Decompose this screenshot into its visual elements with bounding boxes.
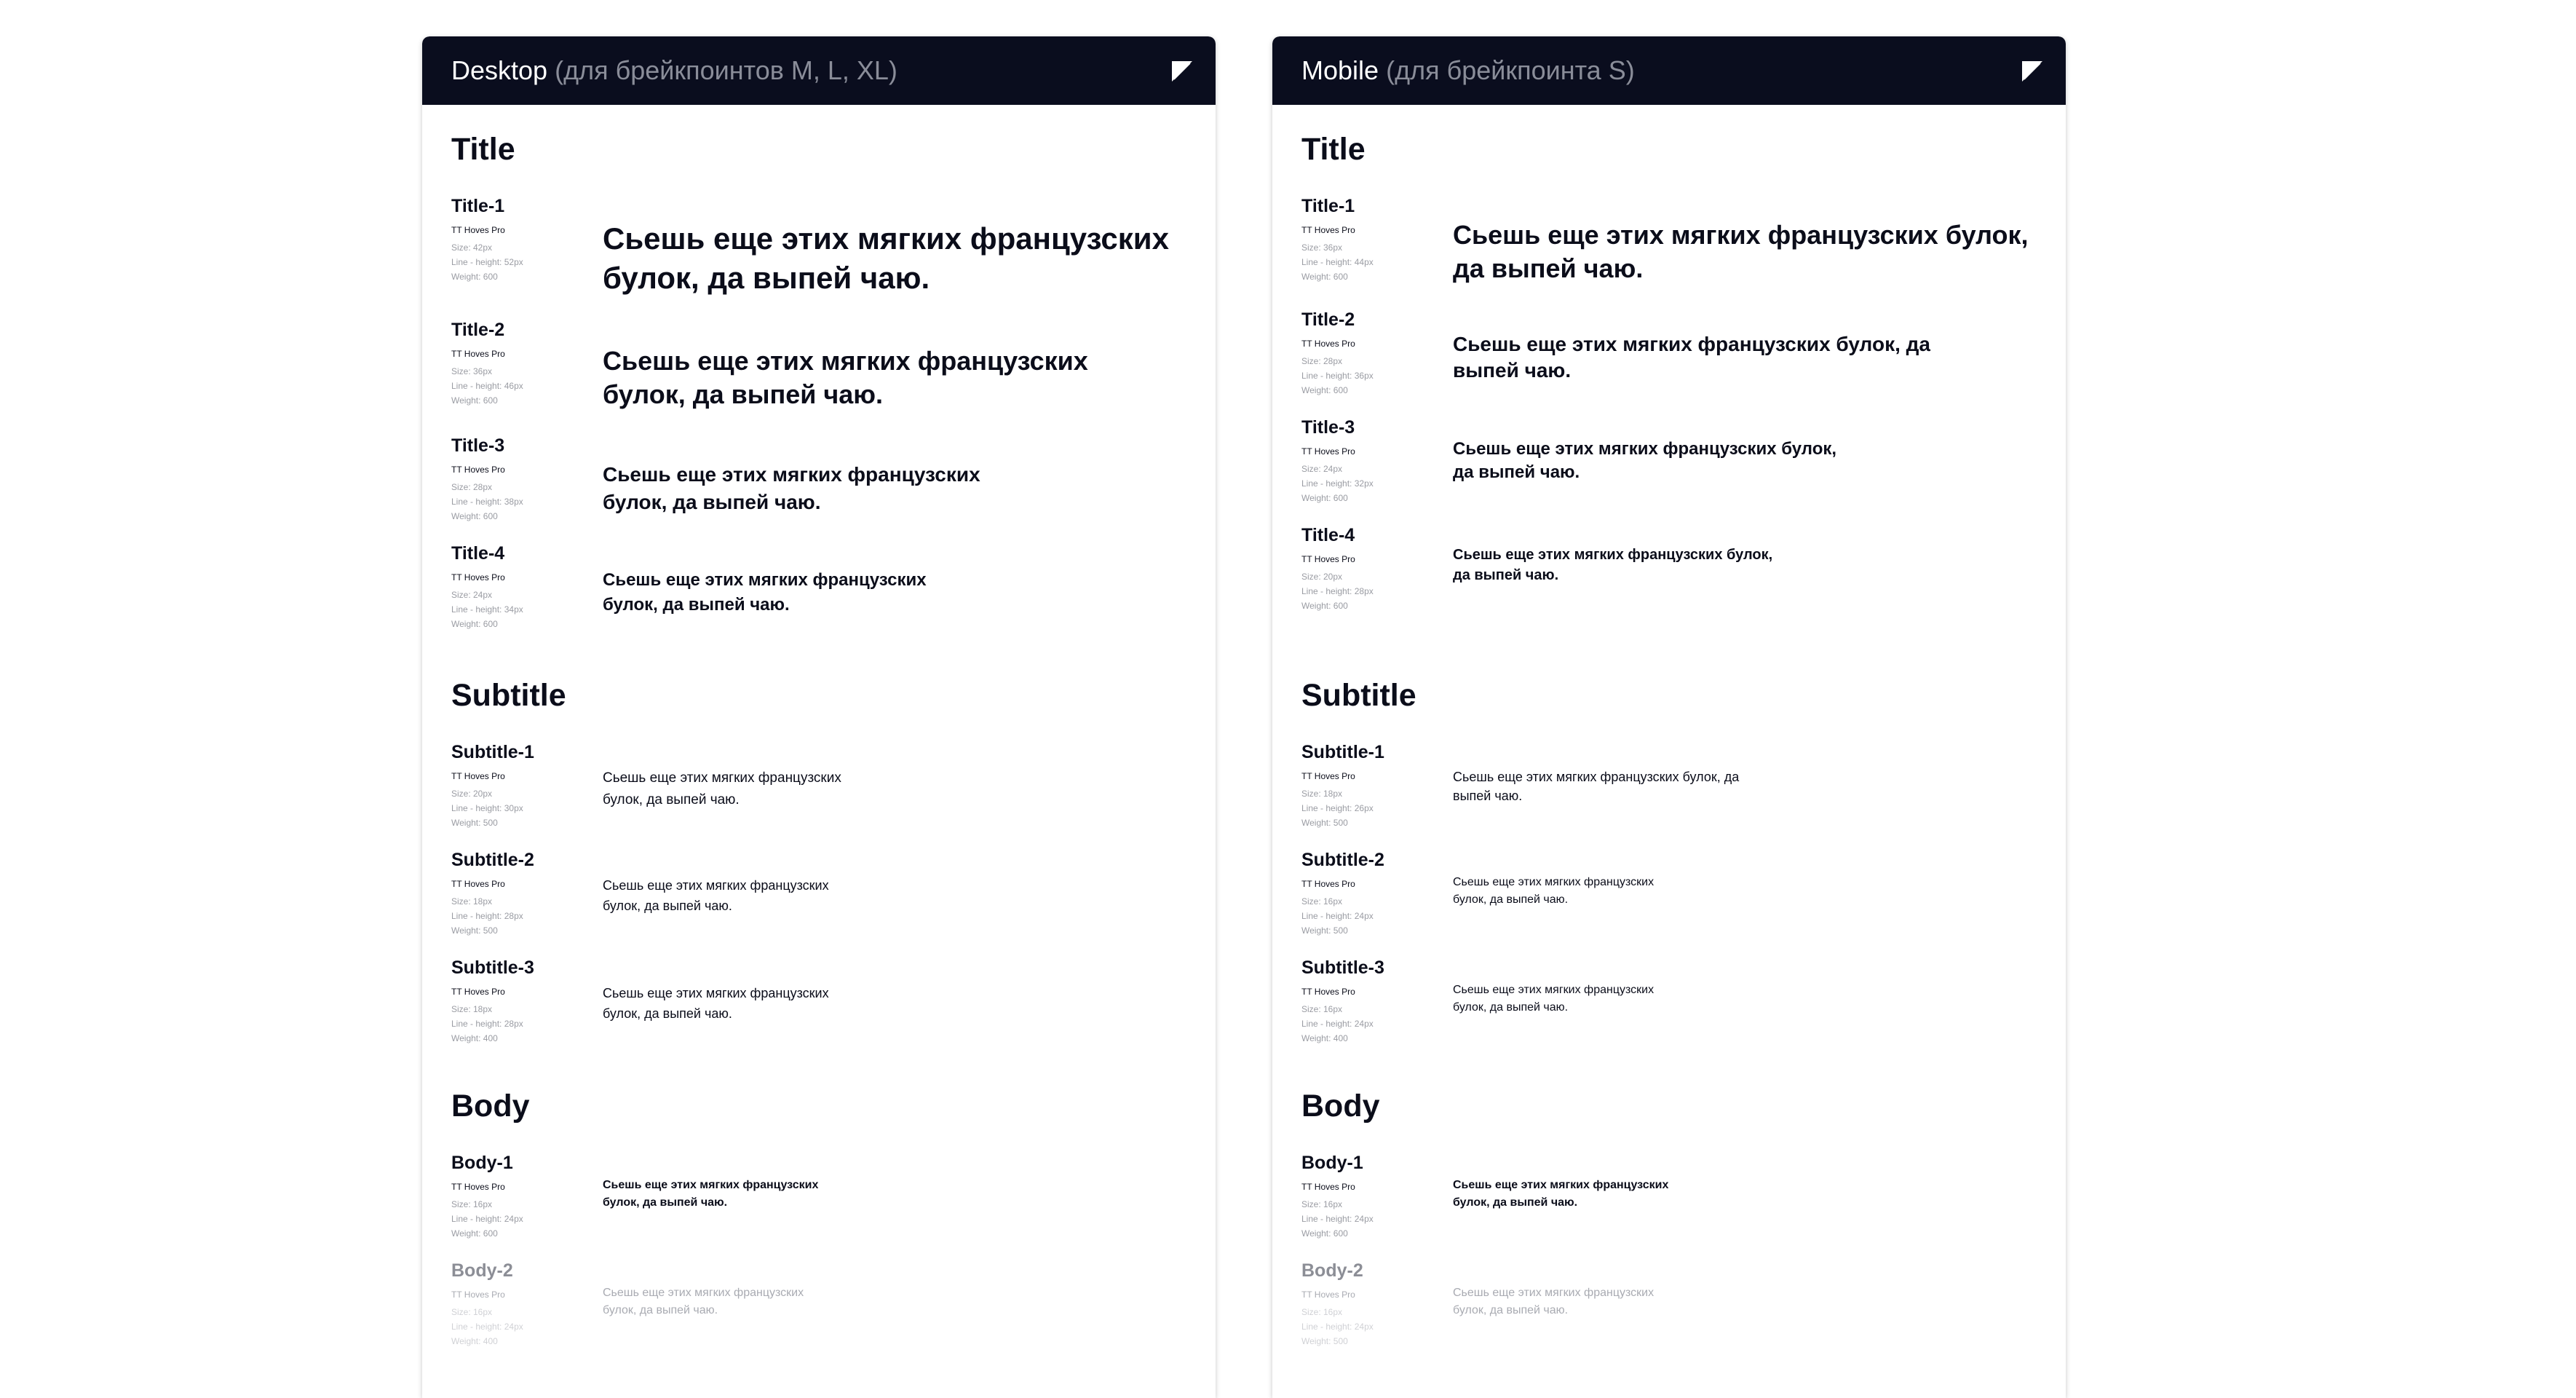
style-spec-title-1 (451, 195, 597, 284)
style-size: Size: 18px (451, 896, 493, 907)
style-size: Size: 16px (451, 1307, 493, 1317)
style-spec-subtitle-3 (451, 957, 597, 1046)
style-font: TT Hoves Pro (1301, 446, 1355, 457)
sample-text: Сьешь еще этих мягких французских булок, да выпей чаю. (1453, 984, 1654, 1014)
style-line-height: Line - height: 34px (451, 604, 523, 615)
style-size: Size: 18px (1301, 789, 1343, 799)
style-size: Size: 24px (1301, 464, 1343, 474)
style-font: TT Hoves Pro (451, 771, 505, 781)
style-weight: Weight: 600 (1301, 493, 1348, 503)
panel-title (451, 52, 897, 89)
style-weight: Weight: 400 (451, 1033, 498, 1043)
style-size: Size: 20px (1301, 572, 1343, 582)
style-weight: Weight: 500 (1301, 1336, 1348, 1346)
style-weight: Weight: 400 (1301, 1033, 1348, 1043)
style-spec-subtitle-2 (1301, 849, 1447, 938)
sample-text: Сьешь еще этих мягких французских булок, да выпей чаю. (1453, 1179, 1669, 1209)
style-weight: Weight: 600 (1301, 1228, 1348, 1239)
section-title-body: Body (1301, 1089, 1380, 1123)
sample-text: Сьешь еще этих мягких французских булок, да выпей чаю. (603, 878, 829, 913)
style-weight: Weight: 600 (451, 619, 498, 629)
style-size: Size: 24px (451, 590, 493, 600)
panel-body (422, 105, 1216, 1398)
style-line-height: Line - height: 38px (451, 497, 523, 507)
sample-text: Сьешь еще этих мягких французских булок, да выпей чаю. (1453, 770, 1740, 803)
style-size: Size: 36px (451, 366, 493, 376)
style-size: Size: 28px (451, 482, 493, 492)
sample-text: Сьешь еще этих мягких французских булок, да выпей чаю. (603, 770, 841, 807)
style-line-height: Line - height: 46px (451, 381, 523, 391)
style-font: TT Hoves Pro (1301, 879, 1355, 889)
style-font: TT Hoves Pro (1301, 1182, 1355, 1192)
style-weight: Weight: 600 (1301, 272, 1348, 282)
style-weight: Weight: 600 (1301, 601, 1348, 611)
style-line-height: Line - height: 36px (1301, 371, 1374, 381)
style-line-height: Line - height: 24px (451, 1214, 523, 1224)
sample-text: Сьешь еще этих мягких французских булок, да выпей чаю. (1453, 333, 1930, 382)
style-font: TT Hoves Pro (451, 1290, 505, 1300)
style-font: TT Hoves Pro (451, 987, 505, 997)
style-name: Title-4 (451, 543, 505, 564)
style-line-height: Line - height: 26px (1301, 803, 1374, 813)
diagonal-logo-icon (1172, 61, 1192, 82)
style-font: TT Hoves Pro (451, 1182, 505, 1192)
style-line-height: Line - height: 52px (451, 257, 523, 267)
diagonal-logo-icon (2022, 61, 2042, 82)
style-line-height: Line - height: 24px (451, 1322, 523, 1332)
style-spec-title-2 (1301, 309, 1447, 398)
panel-title (1301, 52, 1635, 89)
style-line-height: Line - height: 30px (451, 803, 523, 813)
style-name: Subtitle-1 (1301, 742, 1384, 762)
style-name: Title-2 (451, 320, 505, 340)
panel-body (1272, 105, 2066, 1398)
sample-text: Сьешь еще этих мягких французских булок, да выпей чаю. (603, 346, 1088, 409)
style-name: Subtitle-3 (451, 957, 534, 978)
style-line-height: Line - height: 24px (1301, 1214, 1374, 1224)
style-font: TT Hoves Pro (1301, 554, 1355, 564)
style-weight: Weight: 600 (1301, 385, 1348, 395)
style-size: Size: 20px (451, 789, 493, 799)
style-name: Body-1 (451, 1153, 513, 1173)
sample-text: Сьешь еще этих мягких французских булок, да выпей чаю. (1453, 547, 1773, 583)
section-title-body: Body (451, 1089, 530, 1123)
panel-header (1272, 36, 2066, 105)
style-name: Body-2 (1301, 1260, 1363, 1281)
style-name: Title-3 (1301, 417, 1355, 438)
style-spec-title-4 (1301, 524, 1447, 613)
style-line-height: Line - height: 28px (1301, 586, 1374, 596)
style-spec-title-2 (451, 319, 597, 408)
style-size: Size: 36px (1301, 242, 1343, 253)
style-name: Body-1 (1301, 1153, 1363, 1173)
style-name: Subtitle-3 (1301, 957, 1384, 978)
panel-title-breakpoints: (для брейкпоинта S) (1386, 55, 1635, 85)
style-name: Body-2 (451, 1260, 513, 1281)
style-font: TT Hoves Pro (451, 879, 505, 889)
panel-title-main: Desktop (451, 55, 548, 85)
style-spec-body-1 (451, 1152, 597, 1241)
style-font: TT Hoves Pro (451, 572, 505, 582)
style-font: TT Hoves Pro (451, 225, 505, 235)
style-name: Title-3 (451, 435, 505, 456)
style-size: Size: 16px (1301, 1307, 1343, 1317)
sample-text: Сьешь еще этих мягких французских булок, да выпей чаю. (603, 463, 980, 513)
style-spec-title-1 (1301, 195, 1447, 284)
style-weight: Weight: 400 (451, 1336, 498, 1346)
style-weight: Weight: 600 (451, 272, 498, 282)
style-line-height: Line - height: 28px (451, 911, 523, 921)
style-size: Size: 28px (1301, 356, 1343, 366)
style-size: Size: 16px (1301, 896, 1343, 907)
style-font: TT Hoves Pro (1301, 987, 1355, 997)
style-size: Size: 18px (451, 1004, 493, 1014)
sample-text: Сьешь еще этих мягких французских булок, да выпей чаю. (1453, 220, 2029, 283)
style-spec-subtitle-2 (451, 849, 597, 938)
sample-text: Сьешь еще этих мягких французских булок, да выпей чаю. (603, 570, 927, 615)
section-title-title: Title (451, 132, 515, 167)
style-weight: Weight: 500 (1301, 925, 1348, 936)
panel-title-main: Mobile (1301, 55, 1379, 85)
sample-text: Сьешь еще этих мягких французских булок, да выпей чаю. (603, 221, 1169, 295)
style-size: Size: 16px (1301, 1199, 1343, 1209)
style-weight: Weight: 600 (451, 395, 498, 406)
section-title-subtitle: Subtitle (451, 678, 566, 713)
style-line-height: Line - height: 32px (1301, 478, 1374, 489)
style-name: Title-4 (1301, 525, 1355, 545)
style-line-height: Line - height: 24px (1301, 911, 1374, 921)
style-spec-body-2 (1301, 1260, 1447, 1348)
style-weight: Weight: 500 (1301, 818, 1348, 828)
style-weight: Weight: 600 (451, 511, 498, 521)
mobile-typography-panel (1272, 36, 2066, 1398)
style-font: TT Hoves Pro (1301, 1290, 1355, 1300)
style-spec-body-2 (451, 1260, 597, 1348)
style-spec-title-4 (451, 542, 597, 631)
style-spec-body-1 (1301, 1152, 1447, 1241)
style-font: TT Hoves Pro (1301, 771, 1355, 781)
style-spec-title-3 (1301, 416, 1447, 505)
sample-text: Сьешь еще этих мягких французских булок, да выпей чаю. (1453, 1287, 1654, 1316)
style-weight: Weight: 500 (451, 818, 498, 828)
style-font: TT Hoves Pro (1301, 225, 1355, 235)
style-size: Size: 16px (451, 1199, 493, 1209)
style-line-height: Line - height: 24px (1301, 1019, 1374, 1029)
style-name: Title-1 (451, 196, 505, 216)
style-font: TT Hoves Pro (451, 349, 505, 359)
sample-text: Сьешь еще этих мягких французских булок, да выпей чаю. (1453, 439, 1837, 482)
style-weight: Weight: 600 (451, 1228, 498, 1239)
panel-title-breakpoints: (для брейкпоинтов M, L, XL) (555, 55, 897, 85)
sample-text: Сьешь еще этих мягких французских булок, да выпей чаю. (603, 986, 829, 1021)
style-weight: Weight: 500 (451, 925, 498, 936)
style-name: Subtitle-1 (451, 742, 534, 762)
style-name: Title-1 (1301, 196, 1355, 216)
style-font: TT Hoves Pro (451, 465, 505, 475)
style-line-height: Line - height: 28px (451, 1019, 523, 1029)
desktop-typography-panel (422, 36, 1216, 1398)
style-name: Subtitle-2 (1301, 850, 1384, 870)
style-spec-subtitle-1 (451, 741, 597, 830)
style-size: Size: 16px (1301, 1004, 1343, 1014)
style-line-height: Line - height: 24px (1301, 1322, 1374, 1332)
style-size: Size: 42px (451, 242, 493, 253)
style-spec-subtitle-1 (1301, 741, 1447, 830)
section-title-title: Title (1301, 132, 1366, 167)
sample-text: Сьешь еще этих мягких французских булок, да выпей чаю. (1453, 876, 1654, 906)
style-line-height: Line - height: 44px (1301, 257, 1374, 267)
sample-text: Сьешь еще этих мягких французских булок, да выпей чаю. (603, 1287, 804, 1316)
style-spec-subtitle-3 (1301, 957, 1447, 1046)
section-title-subtitle: Subtitle (1301, 678, 1416, 713)
style-spec-title-3 (451, 435, 597, 524)
style-name: Subtitle-2 (451, 850, 534, 870)
panel-header (422, 36, 1216, 105)
style-name: Title-2 (1301, 309, 1355, 330)
sample-text: Сьешь еще этих мягких французских булок, да выпей чаю. (603, 1179, 819, 1209)
style-font: TT Hoves Pro (1301, 339, 1355, 349)
